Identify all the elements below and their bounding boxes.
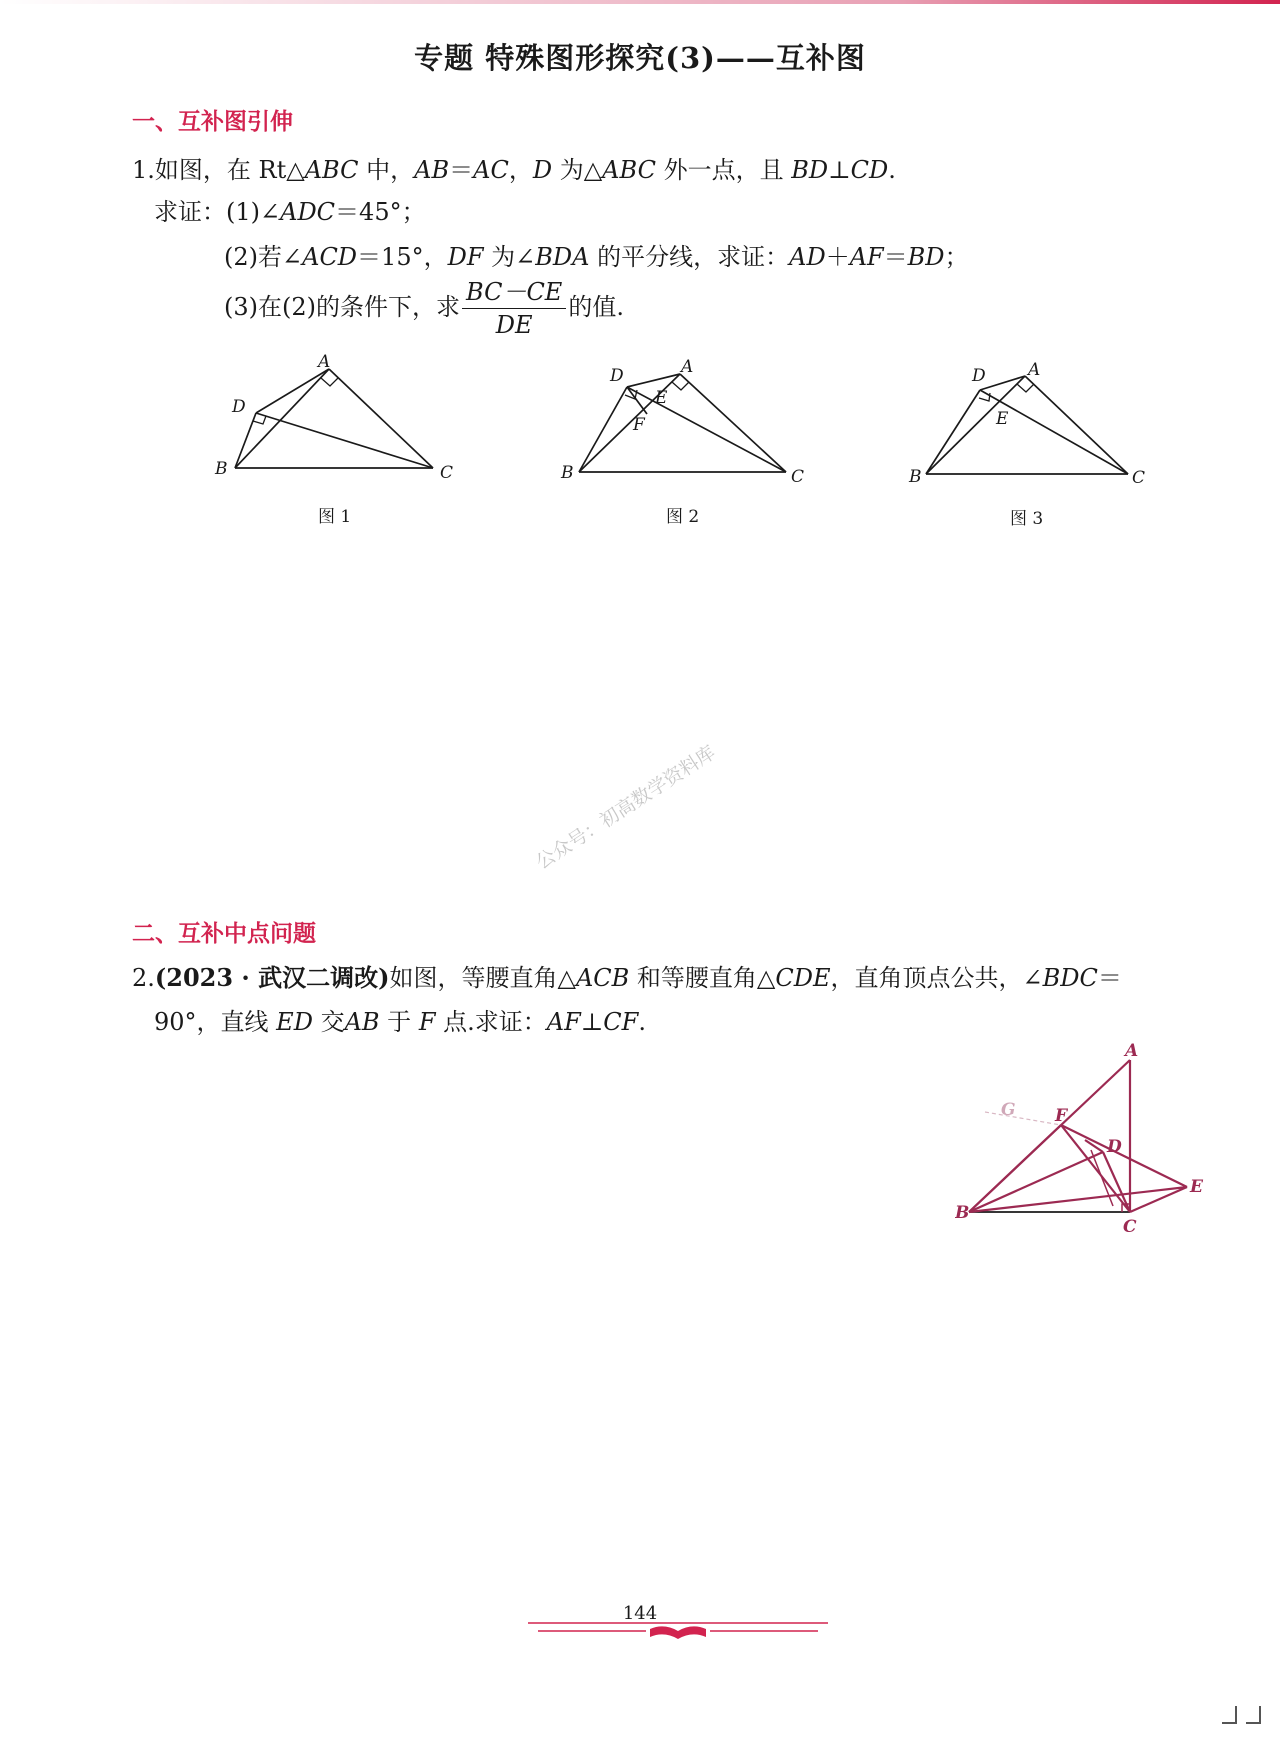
text: ED (276, 1008, 313, 1036)
segment-bd (579, 387, 627, 472)
label-a: A (1125, 1041, 1139, 1061)
label-g: G (1001, 1100, 1016, 1120)
footer-ornament (528, 1615, 828, 1649)
text: 求证：(1)∠ (154, 198, 281, 226)
text: ACD (302, 243, 358, 271)
text: CD (850, 156, 889, 184)
label-d: D (232, 397, 246, 417)
text: ＝ (883, 243, 908, 271)
problem1-part1 (154, 192, 426, 227)
text: ＋ (825, 243, 850, 271)
text: CF (603, 1008, 639, 1036)
text: ABC (304, 156, 359, 184)
text: 中， (358, 156, 415, 184)
segment-bd (969, 1152, 1103, 1212)
segment-bd (926, 390, 980, 474)
text: BDA (535, 243, 590, 271)
text: BD (907, 243, 945, 271)
text: 和等腰直角△ (629, 964, 776, 992)
section-heading-1: 一、互补图引伸 (132, 109, 293, 135)
text: 90°，直线 (154, 1008, 277, 1036)
text: . (638, 1008, 646, 1036)
text: . (888, 156, 896, 184)
segment-bd (235, 413, 256, 468)
label-c: C (791, 467, 805, 487)
text: 的值. (568, 293, 624, 321)
label-d: D (610, 366, 624, 386)
fraction (462, 276, 566, 341)
segment-fb (969, 1125, 1061, 1212)
figure-4 (955, 1040, 1215, 1240)
problem2-statement-line1 (132, 958, 1122, 993)
right-angle-mark-a (672, 382, 689, 390)
page-top-rule (0, 0, 1280, 4)
right-angle-mark-a (321, 378, 338, 386)
text: 外一点，且 (655, 156, 792, 184)
page-title: 专题 特殊图形探究(3)——互补图 (414, 41, 866, 75)
text: ＝ (449, 156, 474, 184)
segment-ab (235, 369, 329, 468)
label-c: C (1123, 1217, 1137, 1237)
text: ACB (575, 964, 630, 992)
label-c: C (1132, 468, 1146, 488)
text: 交 (312, 1008, 345, 1036)
text: ＝15°， (357, 243, 448, 271)
corner-mark-right (1246, 1706, 1261, 1724)
text: F (418, 1008, 436, 1036)
corner-mark-left (1222, 1706, 1237, 1724)
figure-2 (555, 352, 815, 492)
label-d: D (972, 366, 986, 386)
figure-3 (900, 354, 1160, 494)
label-b: B (561, 463, 574, 483)
text: ，直角顶点公共，∠ (830, 964, 1043, 992)
label-d: D (1107, 1137, 1122, 1157)
problem2-source: (2023 · 武汉二调改) (154, 963, 390, 992)
segment-da (627, 374, 680, 387)
segment-dc (256, 413, 433, 468)
text: 的平分线，求证： (589, 243, 790, 271)
label-e: E (996, 409, 1009, 429)
label-b: B (955, 1203, 970, 1223)
text: (3)在(2)的条件下，求 (224, 293, 460, 321)
label-f: F (633, 415, 645, 435)
text: ⊥ (828, 156, 851, 184)
text: AD (789, 243, 826, 271)
book-icon (650, 1626, 706, 1639)
text: 于 (379, 1008, 419, 1036)
text: AC (473, 156, 509, 184)
text: BD (791, 156, 829, 184)
text: D (532, 156, 553, 184)
label-a: A (318, 352, 331, 372)
text: ⊥ (580, 1008, 604, 1036)
page-number: 144 (622, 1603, 658, 1624)
segment-dc (627, 387, 786, 472)
label-b: B (215, 459, 228, 479)
text: ＝45°； (335, 198, 426, 226)
dashed-line-g (985, 1112, 1061, 1125)
text: 点.求证： (435, 1008, 547, 1036)
section-heading-2: 二、互补中点问题 (132, 921, 316, 947)
segment-be (969, 1187, 1187, 1212)
text: ABC (602, 156, 656, 184)
problem2-number: 2. (132, 964, 155, 992)
text: AF (849, 243, 884, 271)
fraction-numerator: BC－CE (462, 276, 566, 309)
label-f: F (1055, 1106, 1068, 1126)
watermark: 公众号：初高数学资料库 (532, 741, 720, 874)
label-e: E (655, 388, 668, 408)
segment-ab (926, 376, 1025, 474)
figure-2-caption: 图 2 (666, 507, 700, 527)
label-b: B (909, 467, 922, 487)
text: 为∠ (483, 243, 536, 271)
figure-3-caption: 图 3 (1010, 509, 1044, 529)
problem1-number: 1. (132, 156, 155, 184)
figure-1-caption: 图 1 (318, 507, 352, 527)
right-angle-mark-a (1017, 384, 1034, 392)
text: ＝ (1097, 964, 1122, 992)
label-e: E (1190, 1177, 1203, 1197)
text: AB (344, 1008, 380, 1036)
label-a: A (681, 357, 694, 377)
text: AB (414, 156, 450, 184)
text: ； (944, 243, 969, 271)
text: 如图，等腰直角△ (389, 964, 576, 992)
fraction-denominator: DE (495, 311, 533, 339)
label-c: C (440, 463, 454, 483)
problem1-part3 (224, 276, 624, 341)
text: AF (546, 1008, 581, 1036)
text: ADC (280, 198, 336, 226)
text: BDC (1042, 964, 1098, 992)
text: (2)若∠ (224, 243, 303, 271)
figure-1 (200, 348, 470, 488)
text: DF (447, 243, 484, 271)
problem1-statement (132, 150, 896, 185)
text: ， (508, 156, 533, 184)
segment-ac (329, 369, 433, 468)
label-a: A (1028, 360, 1041, 380)
text: 为△ (552, 156, 603, 184)
text: 如图，在 Rt△ (154, 156, 305, 184)
text: CDE (775, 964, 831, 992)
segment-fe (1061, 1125, 1187, 1187)
problem1-part2 (224, 237, 969, 272)
problem2-statement-line2 (154, 1002, 646, 1037)
